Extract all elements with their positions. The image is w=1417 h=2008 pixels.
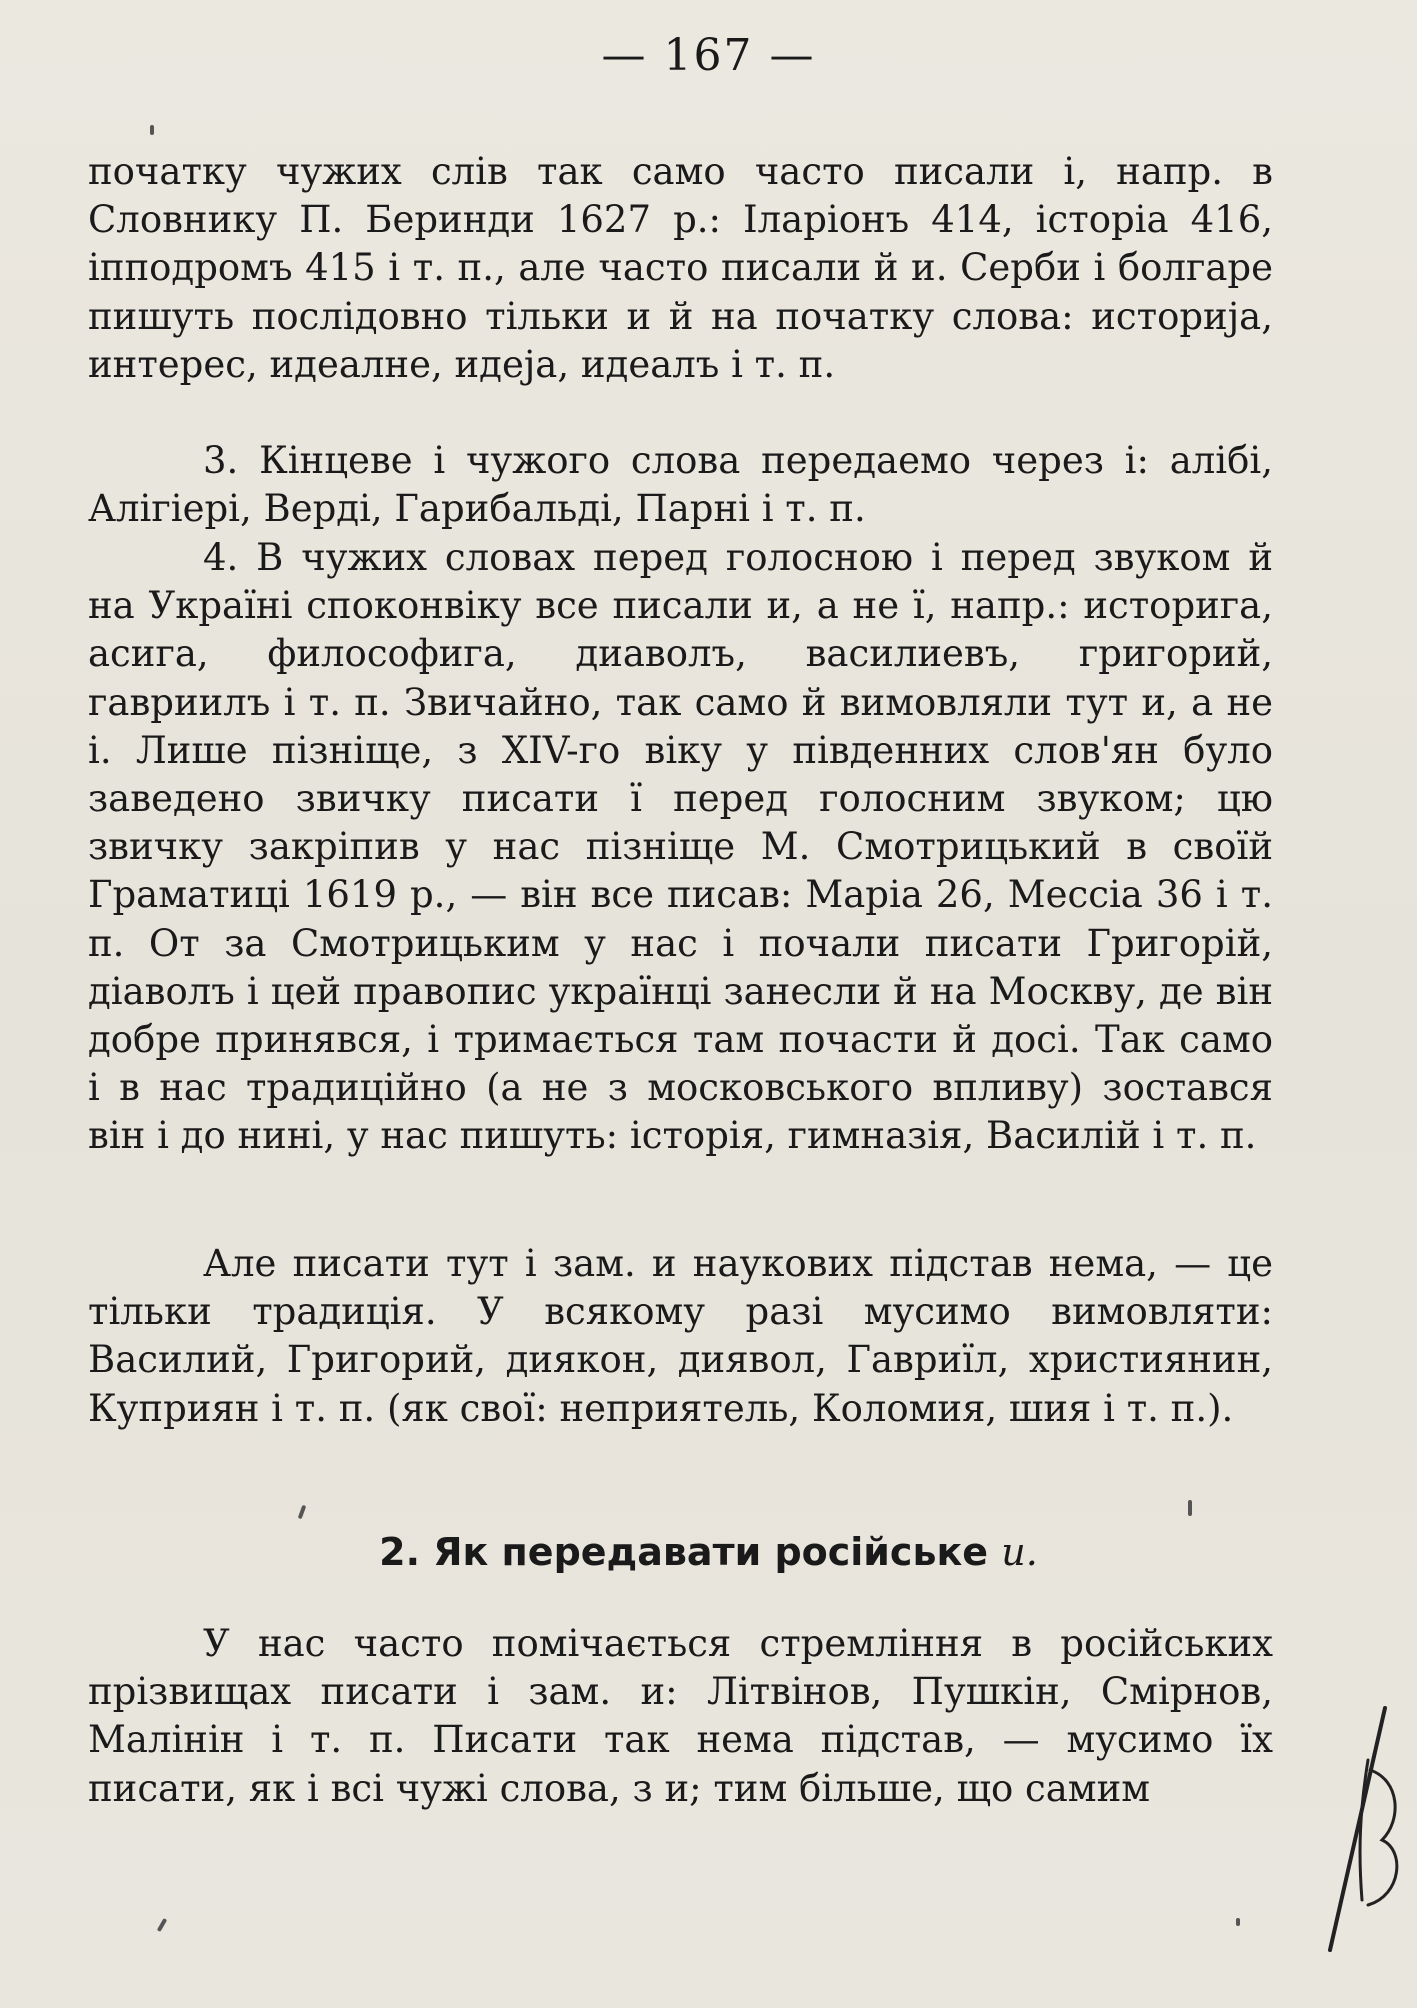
paragraph-text: 3. Кінцеве і чужого слова передаемо через і: алібі, Алігіері, Верді, Гарибальді, Парні і т. п. [88,439,1273,531]
section-heading [0,1530,1417,1574]
page-number: — 167 — [601,30,816,81]
paragraph-tradition [88,1240,1273,1433]
paragraph-text: 4. В чужих словах перед голосною і перед звуком й на Україні споконвіку все писали и, а не ї, напр.: историга, асига, философига, диаволъ, василиевъ, григорий, гавриилъ і т. п. Звичайно, так само й вимовляли тут и, а не і. Лише пізніще, з XIV-го віку у південних слов'ян було заведено звичку писати ї перед голосним звуком; цю звичку закріпив у нас пізніще М. Смотрицький в своїй Граматиці 1619 р., — він все писав: Маріа 26, Мессіа 36 і т. п. От за Смотрицьким у нас і почали писати Григорій, діаволъ і цей правопис українці занесли й на Москву, де він добре принявся, і тримається там почасти й досі. Так само і в нас традиційно (а не з московського впливу) зостався він і до нині, у нас пишуть: історія, гимназія, Василій і т. п. [88,536,1273,1158]
ink-speck [157,1918,167,1932]
ink-speck [298,1505,307,1520]
handwritten-margin-mark [1290,1700,1410,1960]
section-heading-text: 2. Як передавати російське [379,1530,989,1574]
section-heading-letter: и. [1001,1530,1038,1574]
paragraph-continuation [88,148,1273,389]
paragraph-point-4 [88,534,1273,1161]
paragraph-text: початку чужих слів так само часто писали і, напр. в Словнику П. Беринди 1627 р.: Іларіонъ 414, історіа 416, іпподромъ 415 і т. п., але часто писали й и. Серби і болгаре пишуть послідовно тільки и й на початку слова: историја, интерес, идеалне, идеја, идеалъ і т. п. [88,150,1273,386]
paragraph-text: У нас часто помічається стремління в російських прізвищах писати і зам. и: Літвінов, Пушкін, Смірнов, Малінін і т. п. Писати так нема підстав, — мусимо їх писати, як і всі чужі слова, з и; тим більше, що самим [88,1622,1273,1810]
paragraph-point-3 [88,437,1273,533]
paragraph-text: Але писати тут і зам. и наукових підстав нема, — це тільки традиція. У всякому разі мусимо вимовляти: Василий, Григорий, диякон, диявол, Гавриїл, християнин, Куприян і т. п. (як свої: неприятель, Коломия, шия і т. п.). [88,1242,1273,1430]
paragraph-russian-surnames [88,1620,1273,1813]
ink-speck [1236,1918,1240,1926]
ink-speck [150,125,154,135]
ink-speck [1188,1500,1192,1516]
